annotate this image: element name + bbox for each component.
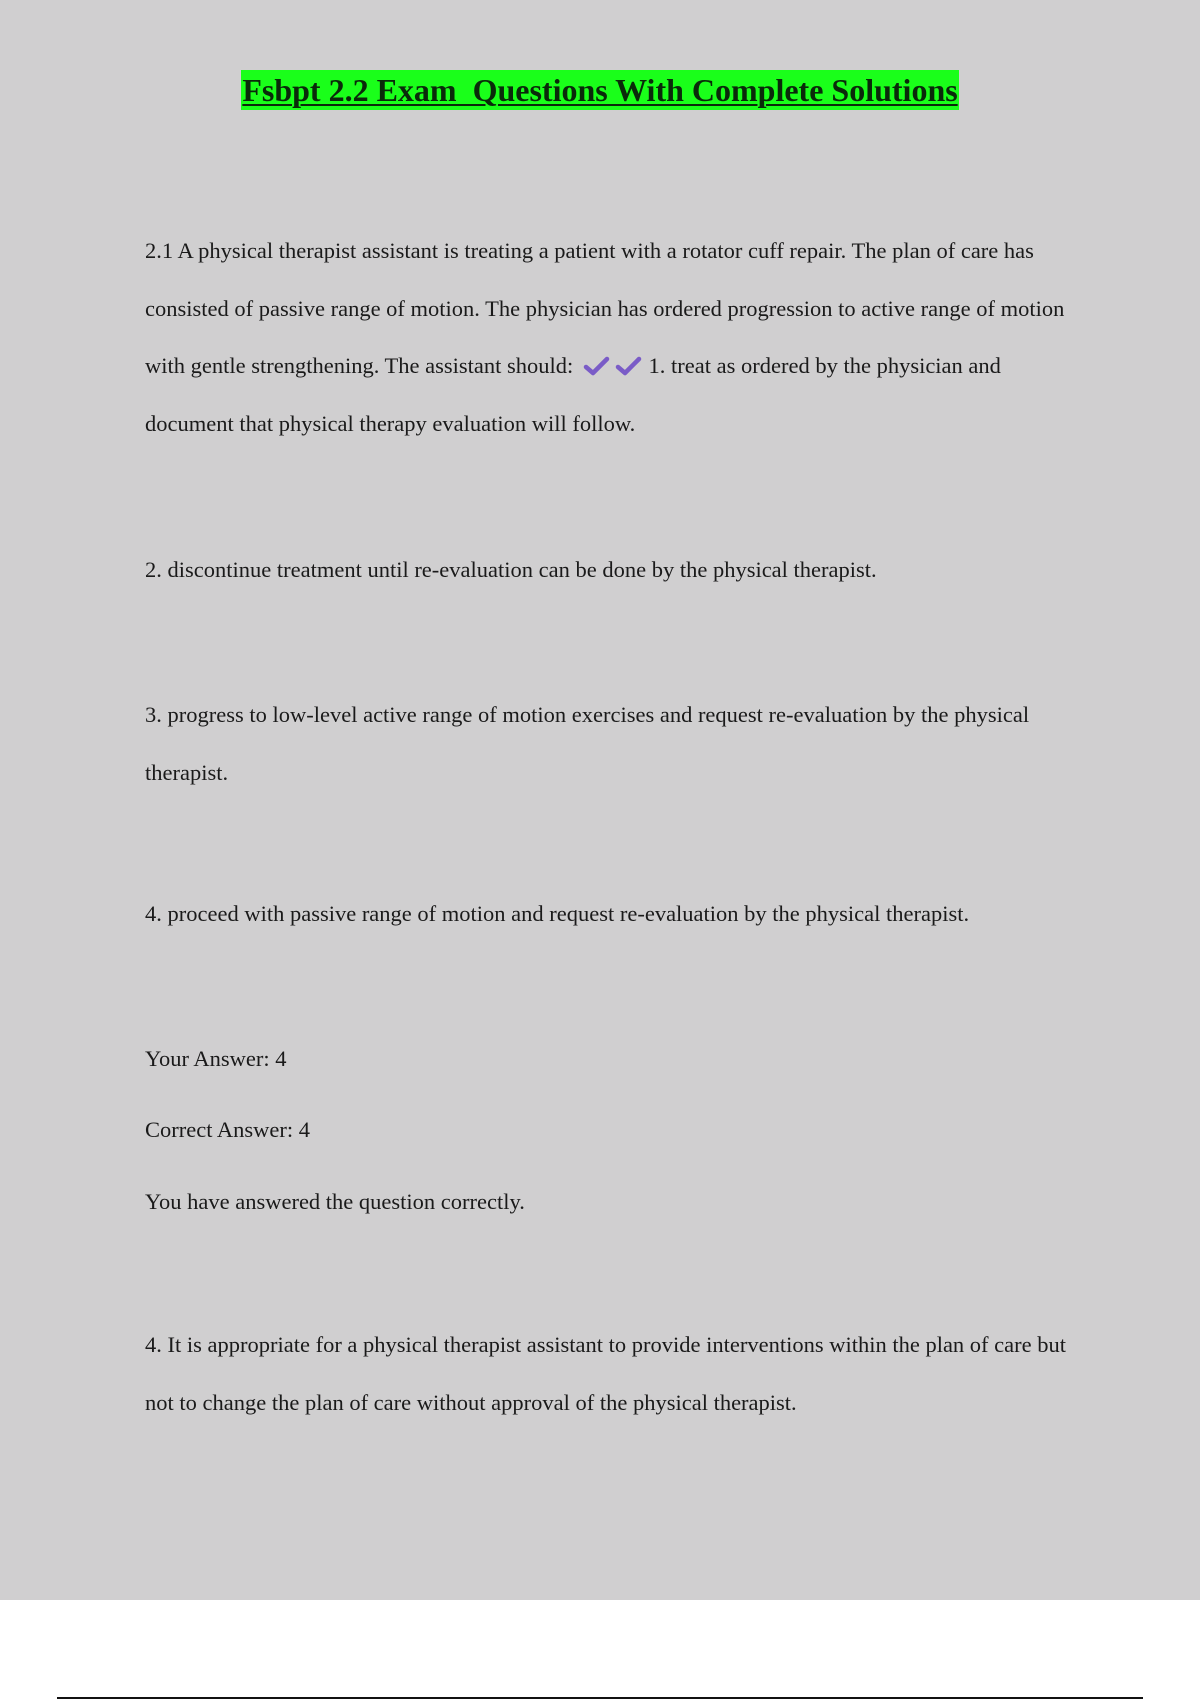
question-stem [145, 222, 1085, 452]
question-stem-text: 2.1 A physical therapist assistant is treating a patient with a rotator cuff repair. The plan of care has consisted of passive range of motion. The physician has ordered progression to active range of motion with gentle strengthening. The assistant should: [145, 238, 1065, 378]
check-icon [615, 355, 643, 377]
your-answer: Your Answer: 4 [145, 1046, 287, 1071]
document-title: Fsbpt 2.2 Exam Questions With Complete Solutions [242, 72, 958, 108]
answer-explanation: 4. It is appropriate for a physical therapist assistant to provide interventions within the plan of care but not to change the plan of care without approval of the physical therapist. [145, 1332, 1067, 1415]
title-block [0, 70, 1200, 110]
correct-answer: Correct Answer: 4 [145, 1117, 310, 1142]
answer-option-1: 1. treat as ordered by the physician and document that physical therapy evaluation will follow. [145, 353, 1001, 436]
check-icon [583, 355, 611, 377]
footer-divider [57, 1697, 1143, 1699]
answer-option-3: 3. progress to low-level active range of motion exercises and request re-evaluation by the physical therapist. [145, 702, 1030, 785]
answer-option-4: 4. proceed with passive range of motion and request re-evaluation by the physical therapist. [145, 901, 970, 926]
answer-option-2: 2. discontinue treatment until re-evaluation can be done by the physical therapist. [145, 557, 877, 582]
answer-feedback: You have answered the question correctly. [145, 1189, 525, 1214]
